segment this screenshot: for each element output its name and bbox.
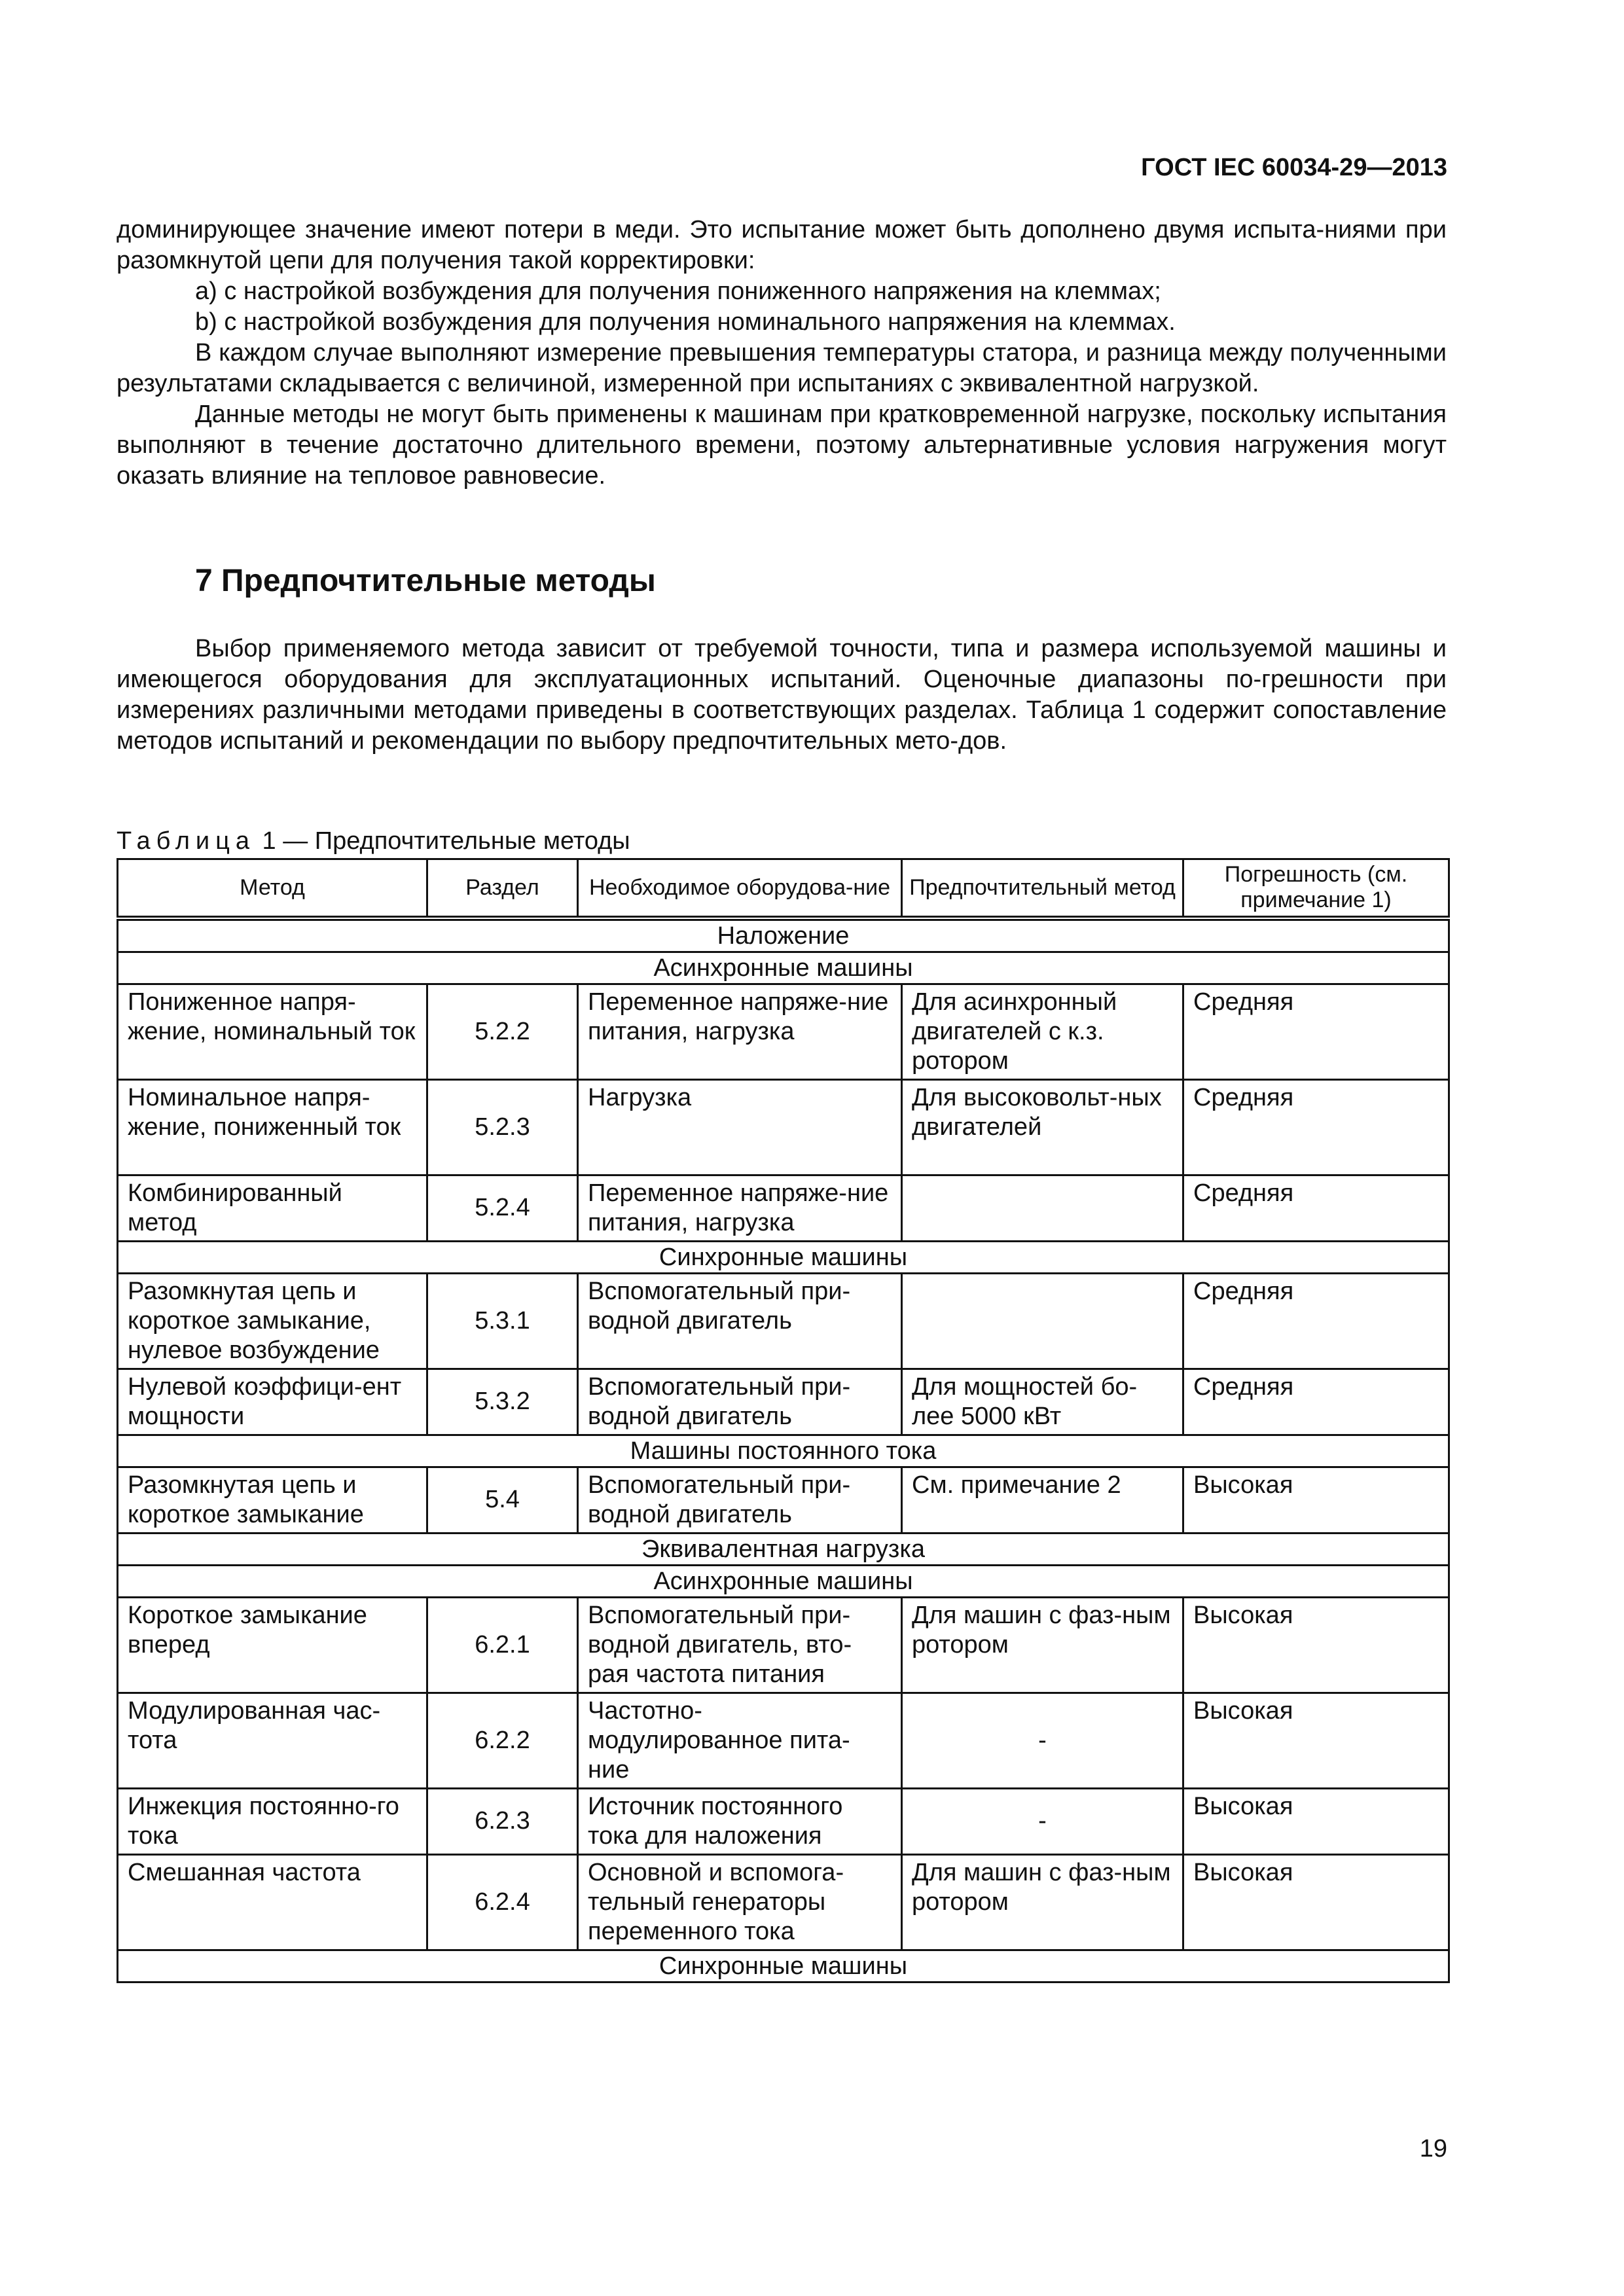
cell-uncertainty: Высокая — [1183, 1693, 1449, 1788]
table-group-row — [118, 1533, 1449, 1565]
cell-equipment: Вспомогательный при-водной двигатель — [578, 1467, 902, 1533]
cell-uncertainty: Средняя — [1183, 1273, 1449, 1369]
cell-uncertainty: Высокая — [1183, 1467, 1449, 1533]
intro-item-a: а) с настройкой возбуждения для получения пониженного напряжения на клеммах; — [195, 278, 1161, 305]
cell-preferred: - — [902, 1788, 1183, 1854]
cell-equipment: Вспомогательный при-водной двигатель — [578, 1273, 902, 1369]
cell-uncertainty: Высокая — [1183, 1597, 1449, 1693]
header-preferred: Предпочтительный метод — [902, 859, 1183, 918]
table-group-row — [118, 952, 1449, 984]
cell-uncertainty: Средняя — [1183, 984, 1449, 1079]
group-label: Асинхронные машины — [118, 1565, 1449, 1597]
cell-method: Короткое замыкание вперед — [118, 1597, 427, 1693]
intro-item-b: b) с настройкой возбуждения для получения номинального напряжения на клеммах. — [195, 308, 1176, 336]
group-label: Наложение — [118, 918, 1449, 952]
cell-method: Модулированная час-тота — [118, 1693, 427, 1788]
cell-section: 6.2.4 — [427, 1854, 578, 1950]
section-title: 7 Предпочтительные методы — [195, 564, 656, 598]
table-row — [118, 984, 1449, 1079]
cell-equipment: Частотно-модулированное пита-ние — [578, 1693, 902, 1788]
table-row — [118, 1369, 1449, 1435]
cell-method: Разомкнутая цепь и короткое замыкание — [118, 1467, 427, 1533]
cell-preferred — [902, 1175, 1183, 1241]
header-method: Метод — [118, 859, 427, 918]
cell-method: Нулевой коэффици-ент мощности — [118, 1369, 427, 1435]
cell-section: 5.3.2 — [427, 1369, 578, 1435]
cell-method: Разомкнутая цепь и короткое замыкание, нулевое возбуждение — [118, 1273, 427, 1369]
cell-section: 5.3.1 — [427, 1273, 578, 1369]
table-row — [118, 1467, 1449, 1533]
cell-preferred: Для мощностей бо-лее 5000 кВт — [902, 1369, 1183, 1435]
table-group-row — [118, 1435, 1449, 1467]
cell-method: Смешанная частота — [118, 1854, 427, 1950]
cell-equipment: Вспомогательный при-водной двигатель — [578, 1369, 902, 1435]
table-group-row — [118, 1950, 1449, 1982]
cell-preferred: Для высоковольт-ных двигателей — [902, 1079, 1183, 1175]
table-caption-title: 1 — Предпочтительные методы — [255, 827, 630, 855]
table-row — [118, 1273, 1449, 1369]
cell-equipment: Вспомогательный при-водной двигатель, вто-рая частота питания — [578, 1597, 902, 1693]
header-section: Раздел — [427, 859, 578, 918]
table-row — [118, 1693, 1449, 1788]
cell-equipment: Переменное напряже-ние питания, нагрузка — [578, 984, 902, 1079]
document-header: ГОСТ IEC 60034-29—2013 — [1141, 154, 1447, 181]
section-text — [117, 634, 1447, 757]
cell-section: 6.2.2 — [427, 1693, 578, 1788]
header-uncertainty: Погрешность (см. примечание 1) — [1183, 859, 1449, 918]
cell-uncertainty: Средняя — [1183, 1079, 1449, 1175]
table-row — [118, 1079, 1449, 1175]
table-row — [118, 1175, 1449, 1241]
cell-section: 5.4 — [427, 1467, 578, 1533]
cell-method: Пониженное напря-жение, номинальный ток — [118, 984, 427, 1079]
table-header-row — [118, 859, 1449, 918]
page-number: 19 — [1419, 2135, 1447, 2162]
intro-paragraph-3: Данные методы не могут быть применены к машинам при кратковременной нагрузке, поскольку испытания выполняют в течение достаточно длительного времени, поэтому альтернативные условия нагружения могут оказать влияние на тепловое равновесие. — [117, 401, 1447, 490]
cell-preferred: - — [902, 1693, 1183, 1788]
group-label: Эквивалентная нагрузка — [118, 1533, 1449, 1565]
table-group-row — [118, 1565, 1449, 1597]
cell-preferred — [902, 1273, 1183, 1369]
cell-method: Инжекция постоянно-го тока — [118, 1788, 427, 1854]
cell-section: 5.2.4 — [427, 1175, 578, 1241]
table-caption — [117, 826, 630, 857]
cell-uncertainty: Высокая — [1183, 1788, 1449, 1854]
cell-uncertainty: Средняя — [1183, 1175, 1449, 1241]
preferred-methods-table — [117, 858, 1450, 1983]
cell-section: 5.2.3 — [427, 1079, 578, 1175]
group-label: Синхронные машины — [118, 1241, 1449, 1273]
group-label: Асинхронные машины — [118, 952, 1449, 984]
cell-uncertainty: Высокая — [1183, 1854, 1449, 1950]
cell-equipment: Источник постоянного тока для наложения — [578, 1788, 902, 1854]
group-label: Машины постоянного тока — [118, 1435, 1449, 1467]
cell-section: 5.2.2 — [427, 984, 578, 1079]
cell-preferred: Для машин с фаз-ным ротором — [902, 1854, 1183, 1950]
cell-equipment: Основной и вспомога-тельный генераторы переменного тока — [578, 1854, 902, 1950]
table-group-row — [118, 918, 1449, 952]
intro-text — [117, 215, 1447, 492]
header-equipment: Необходимое оборудова-ние — [578, 859, 902, 918]
cell-preferred: Для асинхронный двигателей с к.з. ротором — [902, 984, 1183, 1079]
cell-preferred: См. примечание 2 — [902, 1467, 1183, 1533]
group-label: Синхронные машины — [118, 1950, 1449, 1982]
table-row — [118, 1788, 1449, 1854]
cell-preferred: Для машин с фаз-ным ротором — [902, 1597, 1183, 1693]
cell-method: Номинальное напря-жение, пониженный ток — [118, 1079, 427, 1175]
cell-uncertainty: Средняя — [1183, 1369, 1449, 1435]
cell-section: 6.2.1 — [427, 1597, 578, 1693]
cell-method: Комбинированный метод — [118, 1175, 427, 1241]
cell-equipment: Переменное напряже-ние питания, нагрузка — [578, 1175, 902, 1241]
intro-paragraph-2: В каждом случае выполняют измерение превышения температуры статора, и разница между полученными результатами складывается с величиной, измеренной при испытаниях с эквивалентной нагрузкой. — [117, 339, 1447, 397]
cell-equipment: Нагрузка — [578, 1079, 902, 1175]
table-caption-label: Таблица — [117, 827, 255, 855]
cell-section: 6.2.3 — [427, 1788, 578, 1854]
table-row — [118, 1597, 1449, 1693]
section-paragraph: Выбор применяемого метода зависит от требуемой точности, типа и размера используемой машины и имеющегося оборудования для эксплуатационных испытаний. Оценочные диапазоны по-грешности при измерениях различными методами приведены в соответствующих разделах. Таблица 1 содержит сопоставление методов испытаний и рекомендации по выбору предпочтительных мето-дов. — [117, 635, 1447, 755]
intro-paragraph-1: доминирующее значение имеют потери в меди. Это испытание может быть дополнено двумя испыта-ниями при разомкнутой цепи для получения такой корректировки: — [117, 216, 1447, 274]
table-row — [118, 1854, 1449, 1950]
table-group-row — [118, 1241, 1449, 1273]
